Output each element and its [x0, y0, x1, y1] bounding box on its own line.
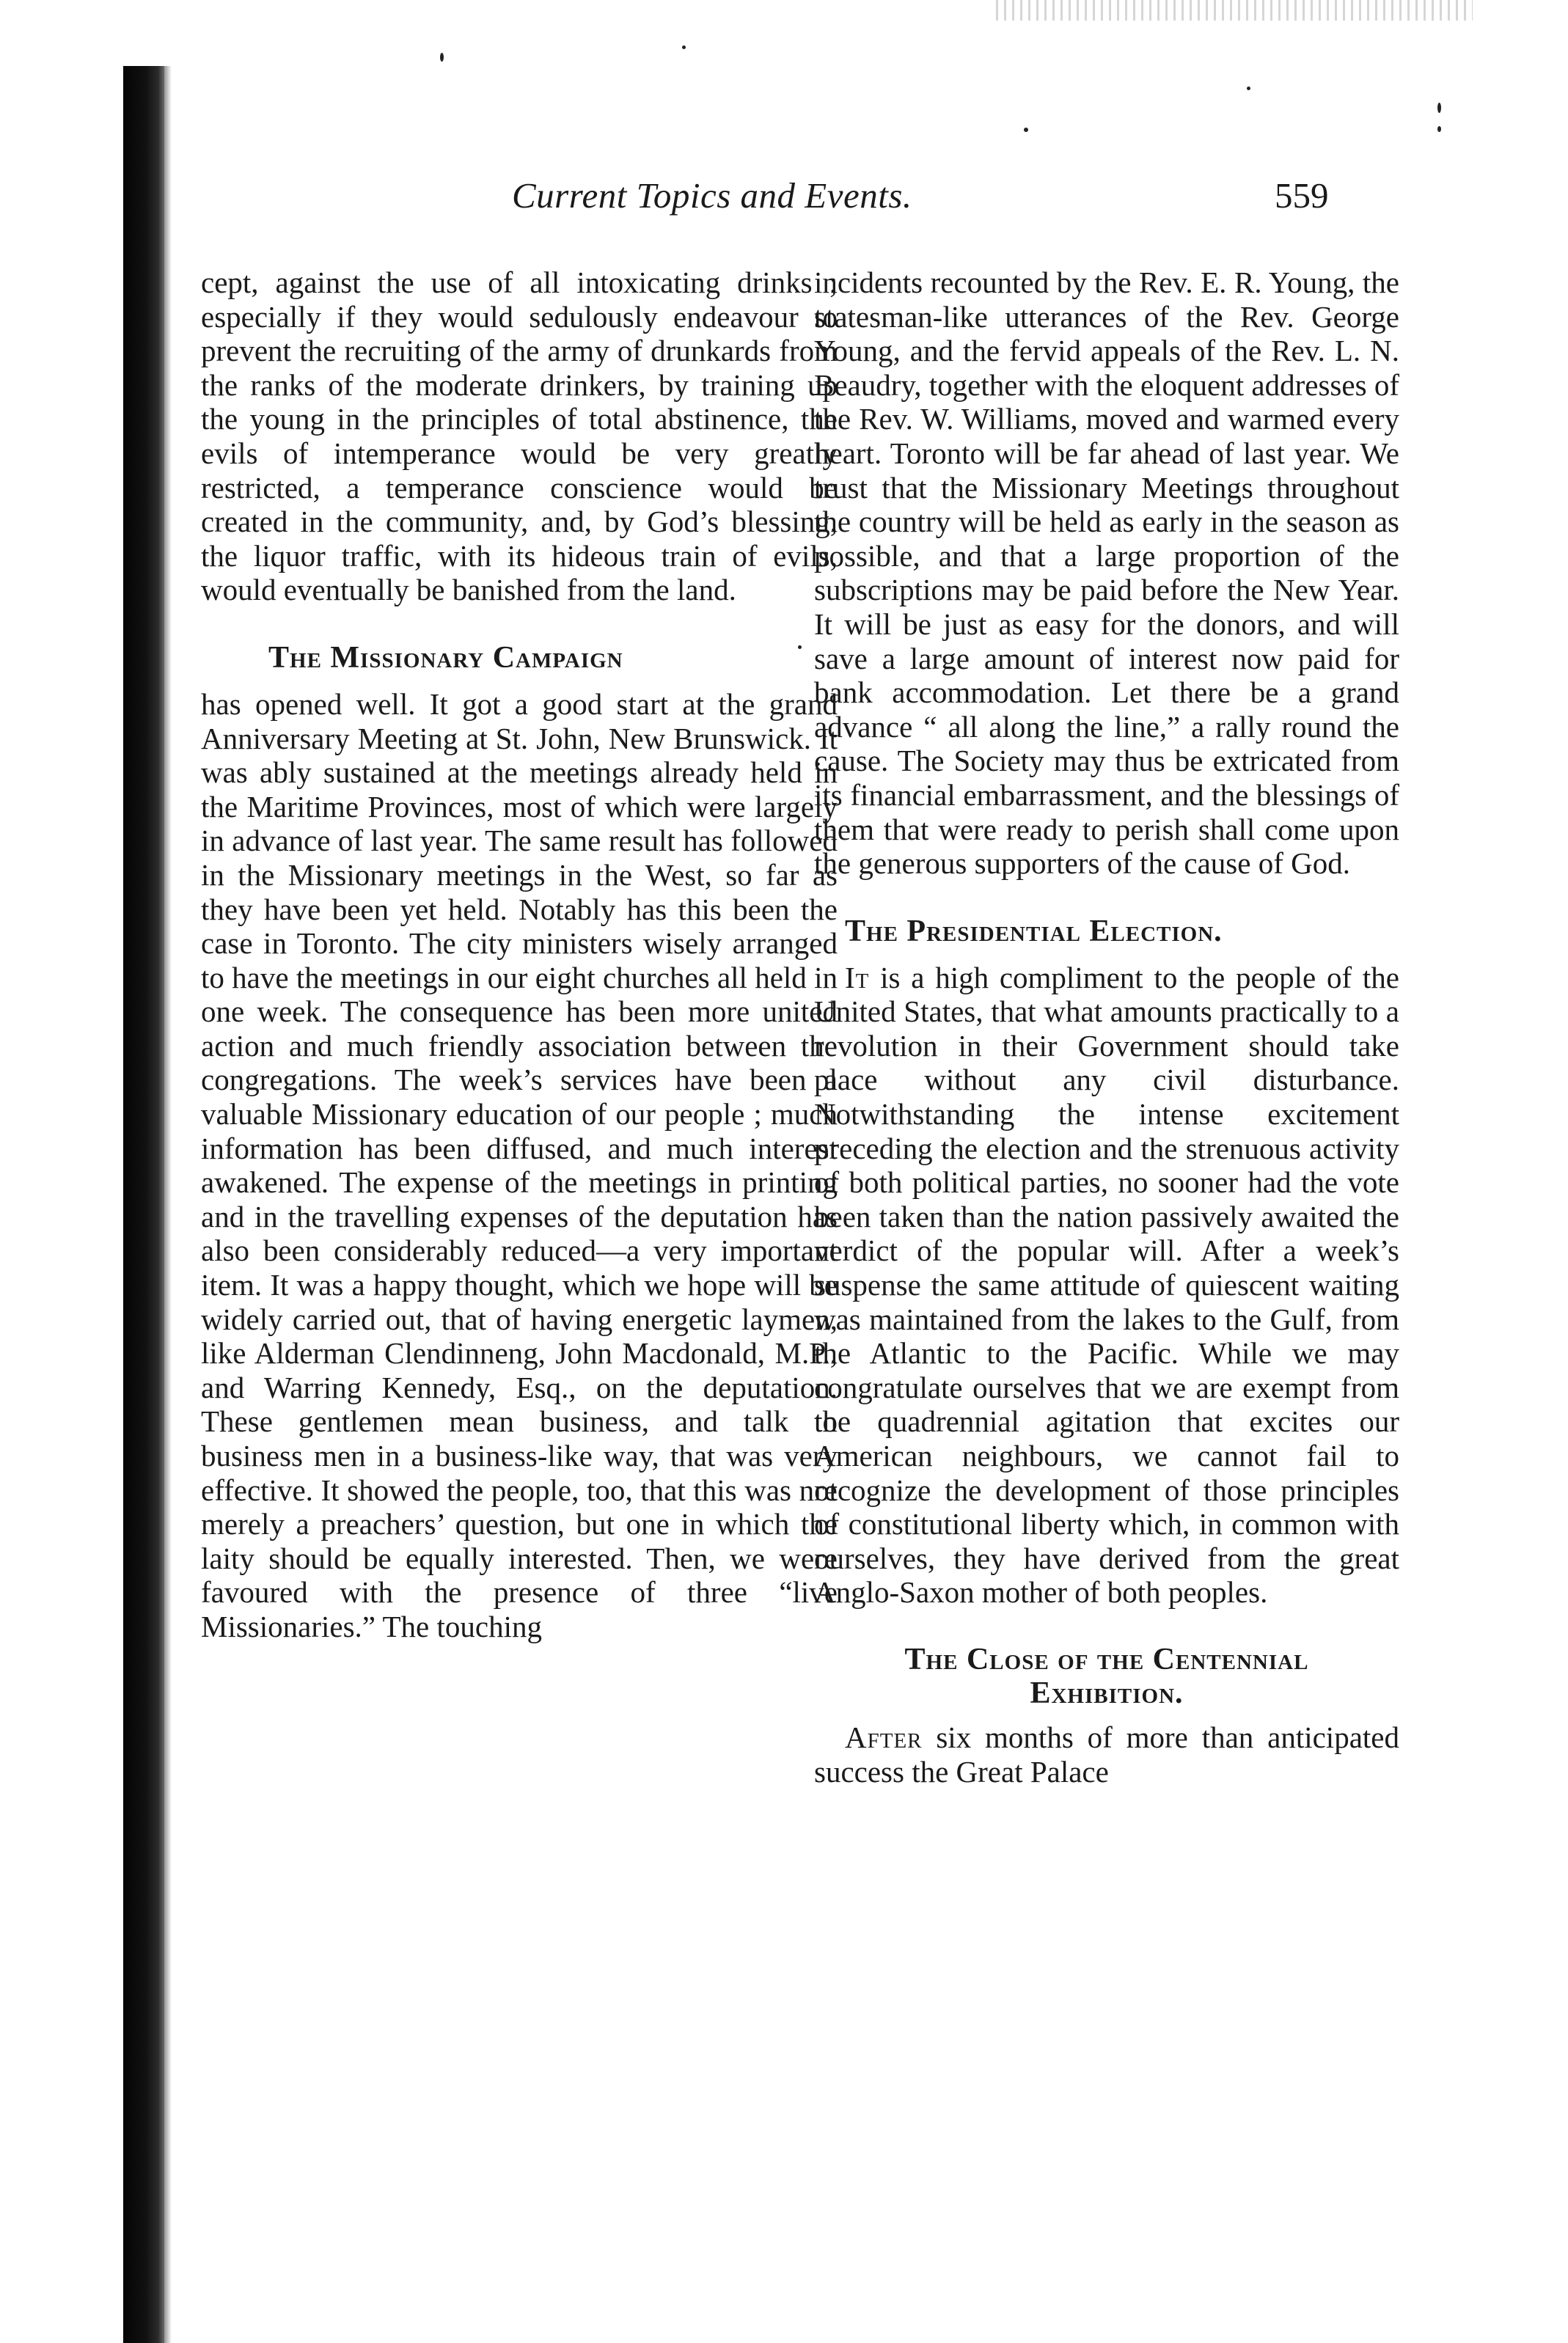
right-column	[814, 265, 1399, 1789]
presidential-body-text: is a high compliment to the people of the United States, that what amounts practically to a revolution in their Government should take place without any civil disturbance. Notwithstanding the intense excitement preceding the election and the strenuous activity of both political parties, no sooner had the vote been taken than the nation passively awaited the verdict of the popular will. After a week’s suspense the same attitude of quiescent waiting was maintained from the lakes to the Gulf, from the Atlantic to the Pacific. While we may congratulate ourselves that we are exempt from the quadrennial agitation that excites our American neighbours, we cannot fail to recognize the development of those principles of constitutional liberty which, in common with ourselves, they have derived from the great Anglo-Saxon mother of both peoples.	[814, 960, 1399, 1610]
scan-speck	[1437, 103, 1441, 113]
missionary-paragraph-continuation: incidents recounted by the Rev. E. R. Young, the statesman-like utterances of the Rev. George Young, and the fervid appeals of the Rev. L. N. Beaudry, together with the eloquent addresses of the Rev. W. Williams, moved and warmed every heart. Toronto will be far ahead of last year. We trust that the Missionary Meetings throughout the country will be held as early in the season as possible, and that a large proportion of the subscriptions may be paid before the New Year. It will be just as easy for the donors, and will save a large amount of interest now paid for bank accommodation. Let there be a grand advance “ all along the line,” a rally round the cause. The Society may thus be extricated from its financial embarrassment, and the blessings of them that were ready to perish shall come upon the generous supporters of the cause of God.	[814, 265, 1399, 881]
scan-noise-top	[996, 0, 1473, 21]
centennial-lead-word: After	[845, 1720, 923, 1754]
scan-speck	[1247, 87, 1250, 90]
centennial-exhibition-paragraph	[814, 1720, 1399, 1789]
section-heading-centennial-exhibition	[814, 1643, 1399, 1710]
scan-speck	[1437, 126, 1441, 132]
section-heading-presidential-election: The Presidential Election.	[845, 914, 1223, 948]
missionary-campaign-paragraph: has opened well. It got a good start at the grand Anniversary Meeting at St. John, New Brunswick. It was ably sustained at the meetings already held in the Maritime Provinces, most of which were largely in advance of last year. The same result has followed in the Missionary meetings in the West, so far as they have been yet held. Notably has this been the case in Toronto. The city ministers wisely arranged to have the meetings in our eight churches all held in one week. The consequence has been more united action and much friendly association between the congregations. The week’s services have been a valuable Missionary education of our people ; much information has been diffused, and much interest awakened. The expense of the meetings in printing and in the travelling expenses of the deputation has also been considerably reduced—a very important item. It was a happy thought, which we hope will be widely carried out, that of having energetic laymen, like Alderman Clendinneng, John Macdonald, M.P., and Warring Kennedy, Esq., on the deputation. These gentlemen mean business, and talk to business men in a business-like way, that was very effective. It showed the people, too, that this was not merely a preachers’ question, but one in which the laity should be equally interested. Then, we were favoured with the presence of three “live Missionaries.” The touching	[201, 686, 838, 1643]
scan-speck	[682, 45, 686, 49]
scan-speck	[440, 53, 444, 62]
centennial-heading-line1: The Close of the Centennial	[904, 1642, 1309, 1676]
temperance-paragraph-continuation: cept, against the use of all intoxicating drinks ; especially if they would sedulously endeavour to prevent the recruiting of the army of drunkards from the ranks of the moderate drinkers, by training up the young in the principles of total abstinence, the evils of intemperance would be very greatly restricted, a temperance conscience would be created in the community, and, by God’s blessing, the liquor traffic, with its hideous train of evils, would eventually be banished from the land.	[201, 265, 838, 607]
presidential-lead-word: It	[845, 960, 870, 994]
left-column	[201, 265, 838, 1644]
centennial-body-text: six months of more than anticipated success the Great Palace	[814, 1720, 1399, 1789]
page-header	[0, 175, 1568, 226]
binding-shadow-strip	[123, 66, 164, 2343]
running-title: Current Topics and Events.	[512, 175, 912, 216]
presidential-election-paragraph	[814, 961, 1399, 1610]
centennial-heading-line2: Exhibition.	[1030, 1676, 1184, 1710]
section-heading-missionary-campaign: The Missionary Campaign	[268, 640, 623, 675]
page-number: 559	[1275, 175, 1329, 216]
scan-speck	[1024, 128, 1028, 132]
